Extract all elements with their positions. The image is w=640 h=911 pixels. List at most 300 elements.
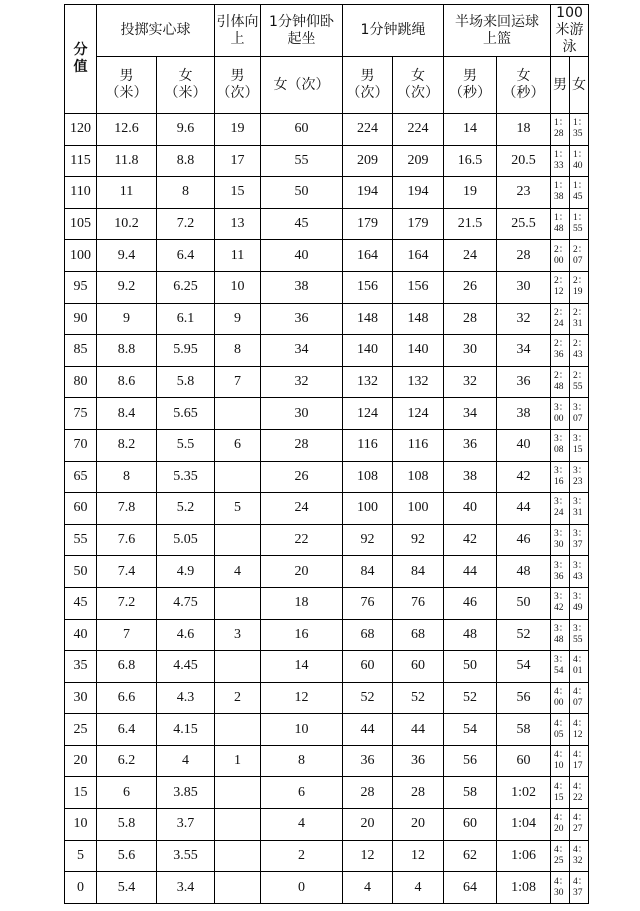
sit-up-female-header: 女（次） — [261, 57, 343, 114]
basketball-male-cell: 46 — [444, 587, 497, 619]
basketball-header: 半场来回运球 上篮 — [444, 5, 551, 57]
basketball-male-cell: 54 — [444, 714, 497, 746]
pull-up-cell: 8 — [215, 335, 261, 367]
jump-rope-female-cell: 28 — [393, 777, 444, 809]
swim-female-cell: 4： 17 — [570, 745, 589, 777]
shot-put-male-header: 男 （米） — [97, 57, 157, 114]
jump-rope-female-cell: 194 — [393, 177, 444, 209]
pull-up-cell — [215, 524, 261, 556]
pull-up-cell: 2 — [215, 682, 261, 714]
sit-up-cell: 60 — [261, 114, 343, 146]
basketball-male-cell: 36 — [444, 429, 497, 461]
table-row — [65, 493, 589, 525]
shot-put-female-cell: 5.2 — [157, 493, 215, 525]
swim-female-cell: 3： 55 — [570, 619, 589, 651]
swim-female-cell: 1： 35 — [570, 114, 589, 146]
basketball-male-cell: 48 — [444, 619, 497, 651]
jump-rope-female-cell: 209 — [393, 145, 444, 177]
pull-up-cell — [215, 461, 261, 493]
sit-up-cell: 2 — [261, 840, 343, 872]
jump-rope-male-cell: 116 — [343, 429, 393, 461]
sit-up-cell: 26 — [261, 461, 343, 493]
swim-female-cell: 4： 32 — [570, 840, 589, 872]
basketball-female-cell: 40 — [497, 429, 551, 461]
shot-put-male-cell: 6.8 — [97, 651, 157, 683]
basketball-female-header: 女 （秒） — [497, 57, 551, 114]
swim-female-cell: 4： 37 — [570, 872, 589, 904]
pull-up-cell: 9 — [215, 303, 261, 335]
basketball-female-cell: 44 — [497, 493, 551, 525]
swim-male-cell: 3： 42 — [551, 587, 570, 619]
swim-female-cell: 3： 49 — [570, 587, 589, 619]
jump-rope-female-cell: 100 — [393, 493, 444, 525]
swim-female-cell: 1： 40 — [570, 145, 589, 177]
jump-rope-female-cell: 84 — [393, 556, 444, 588]
score-cell: 120 — [65, 114, 97, 146]
swim-female-cell: 3： 37 — [570, 524, 589, 556]
shot-put-male-cell: 11 — [97, 177, 157, 209]
shot-put-male-cell: 7.6 — [97, 524, 157, 556]
pull-up-cell: 6 — [215, 429, 261, 461]
table-row — [65, 840, 589, 872]
pull-up-cell: 7 — [215, 366, 261, 398]
jump-rope-male-cell: 4 — [343, 872, 393, 904]
basketball-male-cell: 24 — [444, 240, 497, 272]
table-row — [65, 398, 589, 430]
swim-female-header: 女 — [570, 57, 589, 114]
jump-rope-female-cell: 132 — [393, 366, 444, 398]
score-cell: 90 — [65, 303, 97, 335]
jump-rope-female-cell: 179 — [393, 208, 444, 240]
table-row — [65, 366, 589, 398]
table-row — [65, 524, 589, 556]
basketball-male-cell: 56 — [444, 745, 497, 777]
score-cell: 0 — [65, 872, 97, 904]
swim-male-cell: 3： 08 — [551, 429, 570, 461]
swim-male-cell: 4： 00 — [551, 682, 570, 714]
jump-rope-male-cell: 60 — [343, 651, 393, 683]
basketball-female-cell: 1:06 — [497, 840, 551, 872]
swim-female-cell: 3： 07 — [570, 398, 589, 430]
basketball-male-cell: 21.5 — [444, 208, 497, 240]
score-cell: 35 — [65, 651, 97, 683]
swim-female-cell: 2： 07 — [570, 240, 589, 272]
score-cell: 85 — [65, 335, 97, 367]
score-cell: 105 — [65, 208, 97, 240]
basketball-female-cell: 36 — [497, 366, 551, 398]
table-row — [65, 619, 589, 651]
swim-male-cell: 2： 24 — [551, 303, 570, 335]
table-row — [65, 682, 589, 714]
swim-female-cell: 3： 15 — [570, 429, 589, 461]
jump-rope-female-cell: 108 — [393, 461, 444, 493]
swim-male-cell: 2： 00 — [551, 240, 570, 272]
jump-rope-female-cell: 164 — [393, 240, 444, 272]
shot-put-female-cell: 5.65 — [157, 398, 215, 430]
table-row — [65, 745, 589, 777]
jump-rope-female-cell: 44 — [393, 714, 444, 746]
score-cell: 55 — [65, 524, 97, 556]
basketball-female-cell: 46 — [497, 524, 551, 556]
shot-put-male-cell: 7.2 — [97, 587, 157, 619]
pull-up-cell — [215, 651, 261, 683]
score-cell: 95 — [65, 271, 97, 303]
jump-rope-female-cell: 156 — [393, 271, 444, 303]
shot-put-male-cell: 6 — [97, 777, 157, 809]
pull-up-cell: 11 — [215, 240, 261, 272]
shot-put-male-cell: 7.4 — [97, 556, 157, 588]
basketball-female-cell: 54 — [497, 651, 551, 683]
swim-male-cell: 4： 25 — [551, 840, 570, 872]
table-row — [65, 777, 589, 809]
table-row — [65, 429, 589, 461]
table-row — [65, 303, 589, 335]
table-row — [65, 177, 589, 209]
basketball-female-cell: 38 — [497, 398, 551, 430]
pull-up-male-header: 男 （次） — [215, 57, 261, 114]
shot-put-female-cell: 5.05 — [157, 524, 215, 556]
table-row — [65, 145, 589, 177]
basketball-female-cell: 1:02 — [497, 777, 551, 809]
sit-up-cell: 34 — [261, 335, 343, 367]
shot-put-male-cell: 8.2 — [97, 429, 157, 461]
score-cell: 60 — [65, 493, 97, 525]
swim-female-cell: 2： 55 — [570, 366, 589, 398]
swim-male-cell: 3： 54 — [551, 651, 570, 683]
swim-male-cell: 3： 36 — [551, 556, 570, 588]
swim-male-cell: 4： 20 — [551, 809, 570, 841]
swim-female-cell: 4： 27 — [570, 809, 589, 841]
jump-rope-male-cell: 132 — [343, 366, 393, 398]
sit-up-cell: 14 — [261, 651, 343, 683]
sit-up-cell: 22 — [261, 524, 343, 556]
swim-female-cell: 3： 31 — [570, 493, 589, 525]
basketball-female-cell: 52 — [497, 619, 551, 651]
basketball-male-cell: 28 — [444, 303, 497, 335]
jump-rope-male-cell: 84 — [343, 556, 393, 588]
basketball-male-cell: 19 — [444, 177, 497, 209]
sit-up-cell: 50 — [261, 177, 343, 209]
jump-rope-male-cell: 36 — [343, 745, 393, 777]
shot-put-female-cell: 7.2 — [157, 208, 215, 240]
jump-rope-female-cell: 52 — [393, 682, 444, 714]
pull-up-cell: 19 — [215, 114, 261, 146]
score-cell: 5 — [65, 840, 97, 872]
shot-put-female-cell: 3.4 — [157, 872, 215, 904]
basketball-male-cell: 16.5 — [444, 145, 497, 177]
shot-put-female-cell: 3.55 — [157, 840, 215, 872]
basketball-female-cell: 28 — [497, 240, 551, 272]
shot-put-male-cell: 11.8 — [97, 145, 157, 177]
score-header: 分 值 — [65, 5, 97, 114]
pull-up-cell: 4 — [215, 556, 261, 588]
jump-rope-female-header: 女 （次） — [393, 57, 444, 114]
jump-rope-female-cell: 68 — [393, 619, 444, 651]
shot-put-header: 投掷实心球 — [97, 5, 215, 57]
swim-female-cell: 2： 43 — [570, 335, 589, 367]
pull-up-cell — [215, 872, 261, 904]
jump-rope-female-cell: 36 — [393, 745, 444, 777]
basketball-female-cell: 23 — [497, 177, 551, 209]
subheader-row — [65, 57, 589, 114]
shot-put-female-cell: 5.5 — [157, 429, 215, 461]
jump-rope-male-cell: 68 — [343, 619, 393, 651]
score-cell: 40 — [65, 619, 97, 651]
table-row — [65, 872, 589, 904]
table-row — [65, 461, 589, 493]
swim-male-cell: 3： 48 — [551, 619, 570, 651]
score-cell: 65 — [65, 461, 97, 493]
basketball-female-cell: 25.5 — [497, 208, 551, 240]
jump-rope-female-cell: 224 — [393, 114, 444, 146]
shot-put-male-cell: 8.4 — [97, 398, 157, 430]
sit-up-cell: 36 — [261, 303, 343, 335]
pull-up-header: 引体向 上 — [215, 5, 261, 57]
score-table — [64, 4, 589, 904]
jump-rope-male-cell: 140 — [343, 335, 393, 367]
jump-rope-male-cell: 28 — [343, 777, 393, 809]
table-row — [65, 240, 589, 272]
basketball-male-cell: 44 — [444, 556, 497, 588]
basketball-male-cell: 34 — [444, 398, 497, 430]
swim-male-cell: 3： 16 — [551, 461, 570, 493]
basketball-male-cell: 32 — [444, 366, 497, 398]
table-row — [65, 114, 589, 146]
jump-rope-header: 1分钟跳绳 — [343, 5, 444, 57]
score-cell: 30 — [65, 682, 97, 714]
table-row — [65, 714, 589, 746]
pull-up-cell — [215, 840, 261, 872]
sit-up-cell: 10 — [261, 714, 343, 746]
shot-put-female-cell: 4 — [157, 745, 215, 777]
jump-rope-male-cell: 108 — [343, 461, 393, 493]
shot-put-male-cell: 7.8 — [97, 493, 157, 525]
shot-put-male-cell: 5.6 — [97, 840, 157, 872]
shot-put-male-cell: 9 — [97, 303, 157, 335]
jump-rope-male-cell: 164 — [343, 240, 393, 272]
jump-rope-male-header: 男 （次） — [343, 57, 393, 114]
shot-put-male-cell: 8 — [97, 461, 157, 493]
sit-up-cell: 20 — [261, 556, 343, 588]
score-cell: 45 — [65, 587, 97, 619]
swim-header: 100米游 泳 — [551, 5, 589, 57]
basketball-female-cell: 56 — [497, 682, 551, 714]
swim-female-cell: 4： 22 — [570, 777, 589, 809]
swim-male-cell: 4： 15 — [551, 777, 570, 809]
shot-put-female-cell: 5.35 — [157, 461, 215, 493]
basketball-female-cell: 42 — [497, 461, 551, 493]
jump-rope-male-cell: 179 — [343, 208, 393, 240]
basketball-male-cell: 60 — [444, 809, 497, 841]
jump-rope-female-cell: 4 — [393, 872, 444, 904]
basketball-male-cell: 26 — [444, 271, 497, 303]
jump-rope-female-cell: 116 — [393, 429, 444, 461]
sit-up-cell: 30 — [261, 398, 343, 430]
shot-put-male-cell: 5.8 — [97, 809, 157, 841]
pull-up-cell — [215, 809, 261, 841]
jump-rope-male-cell: 76 — [343, 587, 393, 619]
pull-up-cell — [215, 714, 261, 746]
swim-female-cell: 3： 43 — [570, 556, 589, 588]
score-cell: 20 — [65, 745, 97, 777]
jump-rope-male-cell: 92 — [343, 524, 393, 556]
swim-female-cell: 4： 12 — [570, 714, 589, 746]
swim-male-cell: 2： 36 — [551, 335, 570, 367]
swim-male-cell: 1： 38 — [551, 177, 570, 209]
shot-put-female-cell: 4.9 — [157, 556, 215, 588]
jump-rope-female-cell: 76 — [393, 587, 444, 619]
basketball-male-cell: 38 — [444, 461, 497, 493]
pull-up-cell: 13 — [215, 208, 261, 240]
sit-up-cell: 55 — [261, 145, 343, 177]
jump-rope-male-cell: 52 — [343, 682, 393, 714]
sit-up-cell: 8 — [261, 745, 343, 777]
basketball-male-cell: 40 — [444, 493, 497, 525]
basketball-female-cell: 32 — [497, 303, 551, 335]
swim-male-cell: 3： 00 — [551, 398, 570, 430]
score-cell: 100 — [65, 240, 97, 272]
basketball-male-cell: 52 — [444, 682, 497, 714]
sit-up-cell: 38 — [261, 271, 343, 303]
pull-up-cell: 5 — [215, 493, 261, 525]
score-cell: 10 — [65, 809, 97, 841]
basketball-female-cell: 58 — [497, 714, 551, 746]
table-row — [65, 809, 589, 841]
swim-female-cell: 2： 31 — [570, 303, 589, 335]
jump-rope-female-cell: 148 — [393, 303, 444, 335]
jump-rope-female-cell: 60 — [393, 651, 444, 683]
table-row — [65, 208, 589, 240]
shot-put-female-cell: 8 — [157, 177, 215, 209]
jump-rope-male-cell: 209 — [343, 145, 393, 177]
swim-female-cell: 4： 01 — [570, 651, 589, 683]
sit-up-cell: 32 — [261, 366, 343, 398]
basketball-male-cell: 64 — [444, 872, 497, 904]
shot-put-male-cell: 9.4 — [97, 240, 157, 272]
swim-male-cell: 4： 30 — [551, 872, 570, 904]
shot-put-female-cell: 6.4 — [157, 240, 215, 272]
jump-rope-female-cell: 124 — [393, 398, 444, 430]
score-cell: 80 — [65, 366, 97, 398]
table-row — [65, 556, 589, 588]
pull-up-cell — [215, 777, 261, 809]
sit-up-cell: 24 — [261, 493, 343, 525]
shot-put-female-cell: 4.75 — [157, 587, 215, 619]
shot-put-male-cell: 6.4 — [97, 714, 157, 746]
shot-put-male-cell: 7 — [97, 619, 157, 651]
basketball-male-cell: 62 — [444, 840, 497, 872]
shot-put-male-cell: 6.6 — [97, 682, 157, 714]
shot-put-male-cell: 12.6 — [97, 114, 157, 146]
basketball-female-cell: 1:08 — [497, 872, 551, 904]
shot-put-female-cell: 9.6 — [157, 114, 215, 146]
jump-rope-male-cell: 148 — [343, 303, 393, 335]
sit-up-cell: 6 — [261, 777, 343, 809]
basketball-male-cell: 14 — [444, 114, 497, 146]
shot-put-female-header: 女 （米） — [157, 57, 215, 114]
shot-put-female-cell: 4.3 — [157, 682, 215, 714]
jump-rope-female-cell: 12 — [393, 840, 444, 872]
pull-up-cell: 3 — [215, 619, 261, 651]
jump-rope-female-cell: 140 — [393, 335, 444, 367]
pull-up-cell — [215, 398, 261, 430]
jump-rope-male-cell: 224 — [343, 114, 393, 146]
score-table-container — [64, 4, 588, 904]
basketball-female-cell: 48 — [497, 556, 551, 588]
swim-female-cell: 3： 23 — [570, 461, 589, 493]
shot-put-male-cell: 6.2 — [97, 745, 157, 777]
jump-rope-male-cell: 12 — [343, 840, 393, 872]
sit-up-cell: 16 — [261, 619, 343, 651]
shot-put-female-cell: 8.8 — [157, 145, 215, 177]
sit-up-cell: 28 — [261, 429, 343, 461]
header-row — [65, 5, 589, 57]
basketball-female-cell: 60 — [497, 745, 551, 777]
basketball-male-header: 男 （秒） — [444, 57, 497, 114]
shot-put-male-cell: 5.4 — [97, 872, 157, 904]
pull-up-cell: 15 — [215, 177, 261, 209]
shot-put-female-cell: 5.8 — [157, 366, 215, 398]
table-row — [65, 335, 589, 367]
basketball-male-cell: 58 — [444, 777, 497, 809]
swim-male-cell: 2： 48 — [551, 366, 570, 398]
basketball-male-cell: 30 — [444, 335, 497, 367]
shot-put-male-cell: 8.8 — [97, 335, 157, 367]
swim-male-cell: 2： 12 — [551, 271, 570, 303]
basketball-male-cell: 42 — [444, 524, 497, 556]
swim-female-cell: 1： 55 — [570, 208, 589, 240]
shot-put-female-cell: 4.6 — [157, 619, 215, 651]
table-row — [65, 271, 589, 303]
pull-up-cell: 10 — [215, 271, 261, 303]
jump-rope-male-cell: 100 — [343, 493, 393, 525]
swim-female-cell: 1： 45 — [570, 177, 589, 209]
jump-rope-female-cell: 20 — [393, 809, 444, 841]
pull-up-cell — [215, 587, 261, 619]
swim-male-cell: 3： 30 — [551, 524, 570, 556]
score-cell: 70 — [65, 429, 97, 461]
swim-male-cell: 4： 10 — [551, 745, 570, 777]
swim-male-header: 男 — [551, 57, 570, 114]
swim-female-cell: 2： 19 — [570, 271, 589, 303]
sit-up-cell: 40 — [261, 240, 343, 272]
jump-rope-male-cell: 194 — [343, 177, 393, 209]
sit-up-cell: 45 — [261, 208, 343, 240]
score-cell: 50 — [65, 556, 97, 588]
shot-put-female-cell: 5.95 — [157, 335, 215, 367]
jump-rope-female-cell: 92 — [393, 524, 444, 556]
swim-female-cell: 4： 07 — [570, 682, 589, 714]
shot-put-male-cell: 10.2 — [97, 208, 157, 240]
score-cell: 110 — [65, 177, 97, 209]
sit-up-cell: 18 — [261, 587, 343, 619]
score-cell: 25 — [65, 714, 97, 746]
sit-up-cell: 4 — [261, 809, 343, 841]
sit-up-cell: 0 — [261, 872, 343, 904]
swim-male-cell: 4： 05 — [551, 714, 570, 746]
score-cell: 75 — [65, 398, 97, 430]
pull-up-cell: 1 — [215, 745, 261, 777]
score-cell: 115 — [65, 145, 97, 177]
swim-male-cell: 1： 28 — [551, 114, 570, 146]
shot-put-female-cell: 3.7 — [157, 809, 215, 841]
basketball-female-cell: 30 — [497, 271, 551, 303]
swim-male-cell: 1： 33 — [551, 145, 570, 177]
basketball-female-cell: 50 — [497, 587, 551, 619]
pull-up-cell: 17 — [215, 145, 261, 177]
table-row — [65, 587, 589, 619]
shot-put-female-cell: 4.45 — [157, 651, 215, 683]
